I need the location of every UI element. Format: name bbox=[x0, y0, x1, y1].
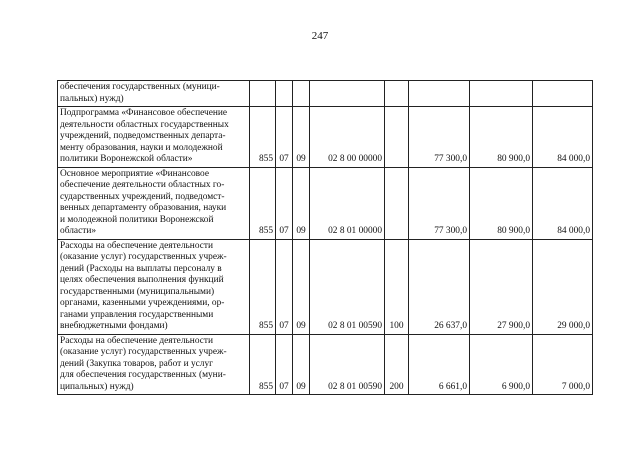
grbs-cell: 855 bbox=[250, 239, 276, 334]
expense-name-line: пальных) нужд) bbox=[60, 93, 124, 104]
expense-name-line: ганами управления государственными bbox=[60, 309, 214, 320]
sum-year3-cell: 29 000,0 bbox=[533, 239, 593, 334]
expense-name-line: (оказание услуг) государственных учреж- bbox=[60, 347, 227, 357]
subsection-cell: 09 bbox=[293, 334, 310, 395]
expense-name-line: менту образования, науки и молодежной bbox=[60, 142, 223, 153]
expense-type-cell bbox=[385, 81, 409, 107]
sum-year3-cell: 7 000,0 bbox=[533, 334, 593, 395]
sum-year3-cell: 84 000,0 bbox=[533, 107, 593, 168]
sum-year3-cell bbox=[533, 81, 593, 107]
expense-type-cell bbox=[385, 107, 409, 168]
expense-name-line: Расходы на обеспечение деятельности bbox=[60, 335, 214, 346]
sum-year1-cell: 26 637,0 bbox=[409, 239, 470, 334]
expense-name-line: обеспечение деятельности областных го- bbox=[60, 180, 225, 190]
section-cell bbox=[276, 81, 293, 107]
expense-name-line: Расходы на обеспечение деятельности bbox=[60, 240, 214, 251]
subsection-cell bbox=[293, 81, 310, 107]
target-article-cell: 02 8 00 00000 bbox=[310, 107, 385, 168]
expense-name-line: ципальных) нужд) bbox=[60, 381, 134, 392]
expense-name-cell bbox=[58, 239, 250, 334]
expense-type-cell: 200 bbox=[385, 334, 409, 395]
sum-year2-cell: 80 900,0 bbox=[470, 107, 533, 168]
expense-name-line: государственными (муниципальными) bbox=[60, 286, 215, 297]
expense-name-line: (оказание услуг) государственных учреж- bbox=[60, 252, 227, 262]
expense-name-line: для обеспечения государственных (муни- bbox=[60, 370, 226, 380]
sum-year2-cell: 80 900,0 bbox=[470, 167, 533, 239]
expense-name-line: области» bbox=[60, 226, 97, 236]
section-cell: 07 bbox=[276, 107, 293, 168]
subsection-cell: 09 bbox=[293, 167, 310, 239]
expense-name-line: и молодежной политики Воронежской bbox=[60, 214, 214, 225]
sum-year3-cell: 84 000,0 bbox=[533, 167, 593, 239]
grbs-cell bbox=[250, 81, 276, 107]
page-number: 247 bbox=[311, 30, 329, 42]
budget-table bbox=[57, 80, 593, 395]
expense-name-line: учреждений, подведомственных департа- bbox=[60, 131, 226, 141]
expense-type-cell: 100 bbox=[385, 239, 409, 334]
section-cell: 07 bbox=[276, 334, 293, 395]
expense-name-cell bbox=[58, 107, 250, 168]
table-row bbox=[58, 167, 593, 239]
sum-year1-cell: 77 300,0 bbox=[409, 167, 470, 239]
expense-type-cell bbox=[385, 167, 409, 239]
expense-name-line: дений (Закупка товаров, работ и услуг bbox=[60, 358, 214, 369]
table-body bbox=[58, 81, 593, 395]
expense-name-line: венных департаменту образования, науки bbox=[60, 203, 227, 213]
sum-year2-cell: 27 900,0 bbox=[470, 239, 533, 334]
section-cell: 07 bbox=[276, 239, 293, 334]
sum-year1-cell bbox=[409, 81, 470, 107]
grbs-cell: 855 bbox=[250, 167, 276, 239]
sum-year1-cell: 6 661,0 bbox=[409, 334, 470, 395]
target-article-cell: 02 8 01 00590 bbox=[310, 239, 385, 334]
subsection-cell: 09 bbox=[293, 239, 310, 334]
target-article-cell bbox=[310, 81, 385, 107]
expense-name-line: дений (Расходы на выплаты персоналу в bbox=[60, 263, 222, 274]
section-cell: 07 bbox=[276, 167, 293, 239]
expense-name-cell bbox=[58, 334, 250, 395]
table-row bbox=[58, 81, 593, 107]
target-article-cell: 02 8 01 00000 bbox=[310, 167, 385, 239]
expense-name-line: обеспечения государственных (муници- bbox=[60, 82, 220, 92]
subsection-cell: 09 bbox=[293, 107, 310, 168]
expense-name-line: целях обеспечения выполнения функций bbox=[60, 275, 224, 285]
expense-name-line: Основное мероприятие «Финансовое bbox=[60, 168, 209, 179]
expense-name-cell bbox=[58, 81, 250, 107]
sum-year1-cell: 77 300,0 bbox=[409, 107, 470, 168]
target-article-cell: 02 8 01 00590 bbox=[310, 334, 385, 395]
expense-name-line: политики Воронежской области» bbox=[60, 154, 193, 164]
sum-year2-cell bbox=[470, 81, 533, 107]
expense-name-line: деятельности областных государственных bbox=[60, 119, 229, 130]
expense-name-line: органами, казенными учреждениями, ор- bbox=[60, 298, 225, 308]
table-row bbox=[58, 334, 593, 395]
expense-name-line: внебюджетными фондами) bbox=[60, 321, 168, 331]
sum-year2-cell: 6 900,0 bbox=[470, 334, 533, 395]
grbs-cell: 855 bbox=[250, 334, 276, 395]
table-row bbox=[58, 107, 593, 168]
expense-name-line: сударственных учреждений, подведомст- bbox=[60, 191, 225, 202]
expense-name-line: Подпрограмма «Финансовое обеспечение bbox=[60, 108, 228, 118]
expense-name-cell bbox=[58, 167, 250, 239]
table-row bbox=[58, 239, 593, 334]
grbs-cell: 855 bbox=[250, 107, 276, 168]
